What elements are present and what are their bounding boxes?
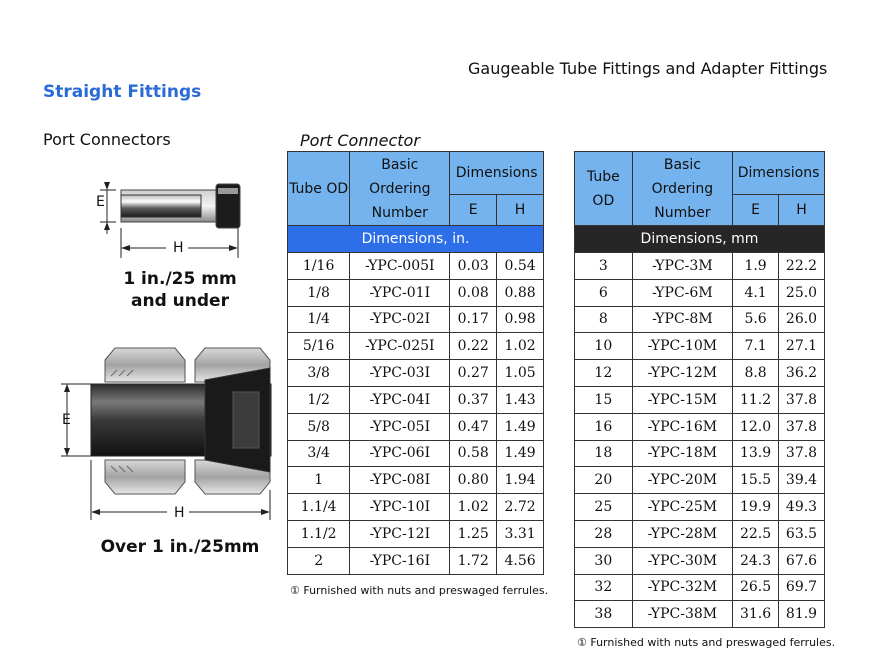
tube-od-cell: 12 xyxy=(575,360,633,387)
dimension-e-cell: 11.2 xyxy=(733,386,779,413)
dimension-h-cell: 0.54 xyxy=(497,253,544,280)
table-row xyxy=(575,386,825,413)
dimension-h-header: H xyxy=(497,195,544,226)
ordering-number-header: Basic Ordering Number xyxy=(350,152,450,226)
ordering-number-cell: -YPC-30M xyxy=(632,547,732,574)
ordering-number-cell: -YPC-20M xyxy=(632,467,732,494)
large-fitting-caption: Over 1 in./25mm xyxy=(100,537,260,557)
table-row xyxy=(575,440,825,467)
dimension-h-cell: 22.2 xyxy=(779,253,825,280)
large-dimension-h-label: H xyxy=(174,505,185,521)
ordering-number-cell: -YPC-06I xyxy=(350,440,450,467)
metric-dimensions-table xyxy=(574,151,825,628)
table-row xyxy=(575,547,825,574)
dimension-h-cell: 3.31 xyxy=(497,520,544,547)
table-row xyxy=(575,467,825,494)
dimensions-header: Dimensions xyxy=(733,152,825,195)
dimension-e-cell: 4.1 xyxy=(733,279,779,306)
section-title: Straight Fittings xyxy=(43,82,202,102)
tube-od-cell: 3/8 xyxy=(288,360,350,387)
dimension-e-cell: 0.22 xyxy=(450,333,497,360)
dimension-e-cell: 0.80 xyxy=(450,467,497,494)
dimension-e-cell: 12.0 xyxy=(733,413,779,440)
table-row xyxy=(288,547,544,574)
ordering-number-cell: -YPC-01I xyxy=(350,279,450,306)
table-row xyxy=(288,306,544,333)
tube-od-cell: 1/2 xyxy=(288,386,350,413)
table-row xyxy=(575,413,825,440)
table-row xyxy=(575,306,825,333)
dimension-h-cell: 1.05 xyxy=(497,360,544,387)
ordering-number-cell: -YPC-3M xyxy=(632,253,732,280)
table-row xyxy=(288,386,544,413)
table-row xyxy=(288,520,544,547)
table-row xyxy=(288,253,544,280)
dimension-h-cell: 1.49 xyxy=(497,440,544,467)
small-fitting-caption xyxy=(100,268,260,312)
dimension-e-cell: 0.03 xyxy=(450,253,497,280)
tube-od-cell: 1.1/4 xyxy=(288,494,350,521)
ordering-number-cell: -YPC-005I xyxy=(350,253,450,280)
port-connector-large-illustration xyxy=(55,340,280,525)
dimension-h-cell: 2.72 xyxy=(497,494,544,521)
tube-od-cell: 28 xyxy=(575,520,633,547)
table-row xyxy=(575,360,825,387)
tube-od-cell: 16 xyxy=(575,413,633,440)
tube-od-cell: 3 xyxy=(575,253,633,280)
ordering-number-cell: -YPC-15M xyxy=(632,386,732,413)
small-fitting-caption-line1: 1 in./25 mm xyxy=(123,269,237,289)
ordering-number-cell: -YPC-12M xyxy=(632,360,732,387)
tube-od-cell: 32 xyxy=(575,574,633,601)
ordering-number-cell: -YPC-32M xyxy=(632,574,732,601)
units-band-row xyxy=(575,226,825,253)
dimension-h-cell: 69.7 xyxy=(779,574,825,601)
dimension-e-cell: 13.9 xyxy=(733,440,779,467)
ordering-number-cell: -YPC-02I xyxy=(350,306,450,333)
ordering-number-cell: -YPC-12I xyxy=(350,520,450,547)
table-row xyxy=(288,467,544,494)
dimension-h-cell: 0.88 xyxy=(497,279,544,306)
ordering-number-cell: -YPC-025I xyxy=(350,333,450,360)
dimension-h-cell: 26.0 xyxy=(779,306,825,333)
ordering-number-cell: -YPC-10M xyxy=(632,333,732,360)
dimension-e-cell: 0.17 xyxy=(450,306,497,333)
large-dimension-e-label: E xyxy=(62,412,71,428)
dimension-e-cell: 1.25 xyxy=(450,520,497,547)
ordering-number-cell: -YPC-05I xyxy=(350,413,450,440)
ordering-number-cell: -YPC-8M xyxy=(632,306,732,333)
tube-od-cell: 25 xyxy=(575,494,633,521)
dimension-h-cell: 27.1 xyxy=(779,333,825,360)
tube-od-cell: 10 xyxy=(575,333,633,360)
table-row xyxy=(575,601,825,628)
dimension-e-cell: 1.72 xyxy=(450,547,497,574)
tube-od-cell: 1/8 xyxy=(288,279,350,306)
small-fitting-caption-line2: and under xyxy=(131,291,229,311)
dimension-h-cell: 36.2 xyxy=(779,360,825,387)
dimension-e-cell: 24.3 xyxy=(733,547,779,574)
table-row xyxy=(575,279,825,306)
dimension-h-cell: 67.6 xyxy=(779,547,825,574)
tube-od-cell: 1 xyxy=(288,467,350,494)
table-row xyxy=(575,333,825,360)
ordering-number-cell: -YPC-25M xyxy=(632,494,732,521)
dimension-h-cell: 1.43 xyxy=(497,386,544,413)
ordering-number-cell: -YPC-18M xyxy=(632,440,732,467)
table-caption: Port Connector xyxy=(300,131,420,150)
dimension-e-cell: 19.9 xyxy=(733,494,779,521)
tube-od-header: Tube OD xyxy=(575,152,633,226)
dimension-e-cell: 1.02 xyxy=(450,494,497,521)
dimension-h-cell: 39.4 xyxy=(779,467,825,494)
tube-od-cell: 5/8 xyxy=(288,413,350,440)
dimension-e-header: E xyxy=(733,195,779,226)
tube-od-cell: 5/16 xyxy=(288,333,350,360)
dimension-e-cell: 1.9 xyxy=(733,253,779,280)
tube-od-cell: 6 xyxy=(575,279,633,306)
dimension-e-header: E xyxy=(450,195,497,226)
table-row xyxy=(575,494,825,521)
units-band-label: Dimensions, mm xyxy=(575,226,825,253)
table-row xyxy=(288,279,544,306)
tube-od-cell: 3/4 xyxy=(288,440,350,467)
port-connector-small-illustration xyxy=(80,160,260,270)
ordering-number-cell: -YPC-16I xyxy=(350,547,450,574)
dimension-e-cell: 15.5 xyxy=(733,467,779,494)
tube-od-cell: 18 xyxy=(575,440,633,467)
ordering-number-cell: -YPC-16M xyxy=(632,413,732,440)
ordering-number-cell: -YPC-03I xyxy=(350,360,450,387)
units-band-label: Dimensions, in. xyxy=(288,226,544,253)
dimension-h-cell: 25.0 xyxy=(779,279,825,306)
tube-od-cell: 1/16 xyxy=(288,253,350,280)
ordering-number-cell: -YPC-08I xyxy=(350,467,450,494)
table-row xyxy=(575,253,825,280)
table-row xyxy=(575,520,825,547)
tube-od-header: Tube OD xyxy=(288,152,350,226)
dimensions-header: Dimensions xyxy=(450,152,544,195)
dimension-e-cell: 31.6 xyxy=(733,601,779,628)
tube-od-cell: 30 xyxy=(575,547,633,574)
dimension-h-cell: 0.98 xyxy=(497,306,544,333)
dimension-h-cell: 37.8 xyxy=(779,413,825,440)
dimension-h-cell: 37.8 xyxy=(779,386,825,413)
dimension-e-cell: 0.08 xyxy=(450,279,497,306)
dimension-e-cell: 26.5 xyxy=(733,574,779,601)
ordering-number-cell: -YPC-6M xyxy=(632,279,732,306)
dimension-e-cell: 5.6 xyxy=(733,306,779,333)
tube-od-cell: 38 xyxy=(575,601,633,628)
tube-od-cell: 20 xyxy=(575,467,633,494)
small-dimension-h-label: H xyxy=(173,240,184,256)
small-dimension-e-label: E xyxy=(96,194,105,210)
dimension-h-cell: 1.94 xyxy=(497,467,544,494)
dimension-h-cell: 81.9 xyxy=(779,601,825,628)
dimension-h-cell: 1.49 xyxy=(497,413,544,440)
dimension-e-cell: 0.37 xyxy=(450,386,497,413)
dimension-e-cell: 0.58 xyxy=(450,440,497,467)
dimension-h-cell: 4.56 xyxy=(497,547,544,574)
table-row xyxy=(575,574,825,601)
metric-table-footnote: ① Furnished with nuts and preswaged ferrules. xyxy=(577,636,836,649)
ordering-number-cell: -YPC-04I xyxy=(350,386,450,413)
dimension-h-cell: 49.3 xyxy=(779,494,825,521)
tube-od-cell: 8 xyxy=(575,306,633,333)
page-header-title: Gaugeable Tube Fittings and Adapter Fittings xyxy=(468,59,828,78)
table-row xyxy=(288,494,544,521)
dimension-e-cell: 22.5 xyxy=(733,520,779,547)
dimension-h-header: H xyxy=(779,195,825,226)
dimension-e-cell: 0.47 xyxy=(450,413,497,440)
tube-od-cell: 1/4 xyxy=(288,306,350,333)
dimension-h-cell: 37.8 xyxy=(779,440,825,467)
table-row xyxy=(288,440,544,467)
inch-table-footnote: ① Furnished with nuts and preswaged ferrules. xyxy=(290,584,549,597)
units-band-row xyxy=(288,226,544,253)
ordering-number-cell: -YPC-38M xyxy=(632,601,732,628)
dimension-e-cell: 7.1 xyxy=(733,333,779,360)
tube-od-cell: 1.1/2 xyxy=(288,520,350,547)
table-row xyxy=(288,360,544,387)
ordering-number-header: Basic Ordering Number xyxy=(632,152,732,226)
dimension-e-cell: 8.8 xyxy=(733,360,779,387)
dimension-e-cell: 0.27 xyxy=(450,360,497,387)
table-row xyxy=(288,413,544,440)
tube-od-cell: 2 xyxy=(288,547,350,574)
tube-od-cell: 15 xyxy=(575,386,633,413)
dimension-h-cell: 1.02 xyxy=(497,333,544,360)
section-subtitle: Port Connectors xyxy=(43,130,171,149)
table-row xyxy=(288,333,544,360)
ordering-number-cell: -YPC-28M xyxy=(632,520,732,547)
inch-dimensions-table xyxy=(287,151,544,575)
ordering-number-cell: -YPC-10I xyxy=(350,494,450,521)
dimension-h-cell: 63.5 xyxy=(779,520,825,547)
